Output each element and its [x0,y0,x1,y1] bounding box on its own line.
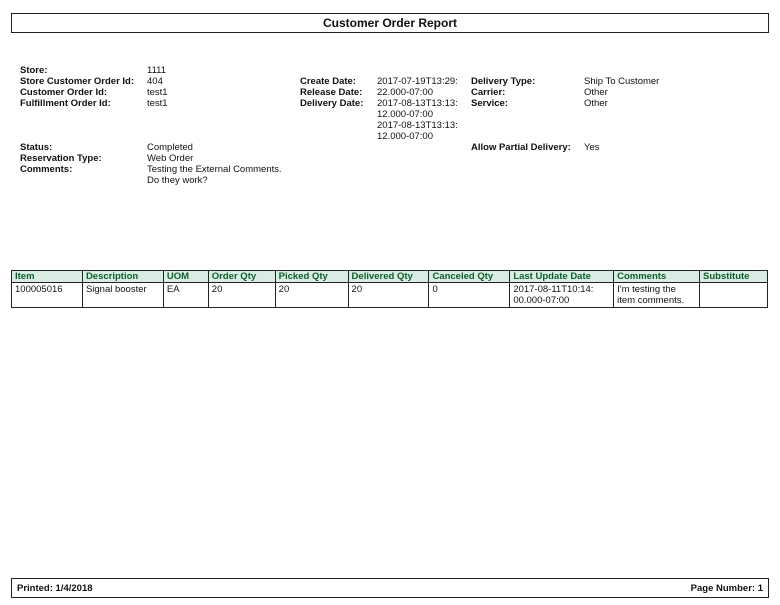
col-header-picked-qty: Picked Qty [275,271,348,283]
customer-order-value: test1 [147,87,168,98]
col-header-comments: Comments [614,271,700,283]
delivery-date-line-2: 12.000-07:00 [377,109,433,120]
cell-order-qty: 20 [208,283,275,308]
partial-delivery-label: Allow Partial Delivery: [471,142,571,153]
create-date-line-2: 22.000-07:00 [377,87,433,98]
cell-substitute [700,283,768,308]
delivery-date-line-1: 2017-08-13T13:13: [377,98,458,109]
col-header-uom: UOM [163,271,208,283]
store-order-label: Store Customer Order Id: [20,76,135,87]
service-label: Service: [471,98,508,109]
delivery-date-line-4: 12.000-07:00 [377,131,433,142]
cell-picked-qty: 20 [275,283,348,308]
cell-comments [614,283,700,308]
delivery-type-value: Ship To Customer [584,76,660,87]
comments-line-2: Do they work? [147,175,208,186]
col-header-substitute: Substitute [700,271,768,283]
reservation-value: Web Order [147,153,194,164]
status-value: Completed [147,142,193,153]
service-value: Other [584,98,608,109]
table-row [12,283,768,308]
delivery-type-label: Delivery Type: [471,76,536,87]
report-footer [11,578,769,598]
comments-line-1: Testing the External Comments. [147,164,282,175]
carrier-label: Carrier: [471,87,506,98]
fulfillment-value: test1 [147,98,168,109]
cell-canceled-qty: 0 [429,283,510,308]
carrier-value: Other [584,87,608,98]
comments-value [147,164,282,186]
cell-description: Signal booster [82,283,163,308]
create-date-label: Create Date: [300,76,356,87]
cell-last-update [510,283,614,308]
store-label: Store: [20,65,48,76]
comments-label: Comments: [20,164,73,175]
items-header-row [12,271,768,283]
col-header-item: Item [12,271,83,283]
page-number: Page Number: 1 [690,583,763,594]
delivery-date-line-3: 2017-08-13T13:13: [377,120,458,131]
col-header-order-qty: Order Qty [208,271,275,283]
dates-values [377,76,458,142]
delivery-date-label: Delivery Date: [300,98,364,109]
reservation-label: Reservation Type: [20,153,102,164]
col-header-description: Description [82,271,163,283]
printed-date: Printed: 1/4/2018 [17,583,93,594]
report-title: Customer Order Report [11,13,769,33]
create-date-line-1: 2017-07-19T13:29: [377,76,458,87]
cell-uom: EA [163,283,208,308]
store-value: 1111 [147,65,167,76]
cell-item: 100005016 [12,283,83,308]
items-table [11,270,768,308]
release-date-label: Release Date: [300,87,363,98]
last-update-line-2: 00.000-07:00 [513,295,570,306]
cell-delivered-qty: 20 [348,283,429,308]
status-label: Status: [20,142,53,153]
last-update-line-1: 2017-08-11T10:14: [513,284,594,295]
item-comments-line-2: item comments. [617,295,685,306]
col-header-last-update: Last Update Date [510,271,614,283]
fulfillment-label: Fulfillment Order Id: [20,98,111,109]
col-header-delivered-qty: Delivered Qty [348,271,429,283]
col-header-canceled-qty: Canceled Qty [429,271,510,283]
store-order-value: 404 [147,76,163,87]
customer-order-label: Customer Order Id: [20,87,108,98]
item-comments-line-1: I'm testing the [617,284,676,295]
partial-delivery-value: Yes [584,142,600,153]
